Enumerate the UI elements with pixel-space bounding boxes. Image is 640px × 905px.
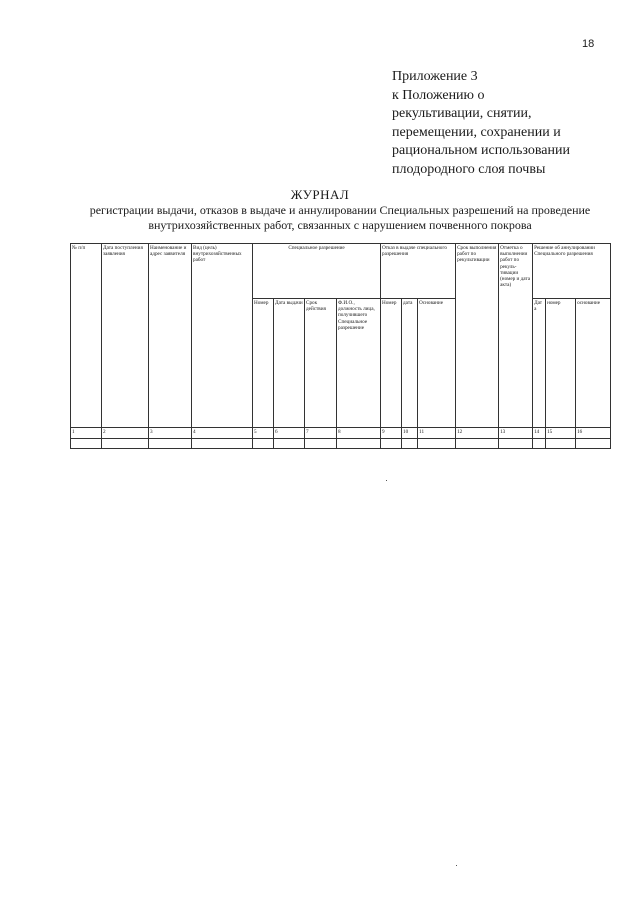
header-receipt-date: Дата поступления заявления <box>102 244 149 428</box>
scan-speck <box>386 480 387 481</box>
column-number: 6 <box>274 428 305 439</box>
subheader-refusal-date: дата <box>402 299 418 428</box>
header-refusal: Отказ в выдаче специального разрешения <box>381 244 456 299</box>
data-cell <box>402 439 418 449</box>
data-cell <box>192 439 253 449</box>
header-row <box>71 244 611 299</box>
header-completion-mark: Отметка о выполнении работ по рекуль-тивации (номер и дата акта) <box>499 244 533 428</box>
data-cell <box>274 439 305 449</box>
column-number: 2 <box>102 428 149 439</box>
subtitle-line: регистрации выдачи, отказов в выдаче и аннулировании Специальных разрешений на проведение <box>89 203 591 217</box>
column-number: 1 <box>71 428 102 439</box>
data-cell <box>418 439 456 449</box>
subheader-recipient: Ф.И.О., должность лица, получившего Специальное разрешение <box>337 299 381 428</box>
header-work-type: Вид (цель) внутрихозяйственных работ <box>192 244 253 428</box>
journal-title: ЖУРНАЛ <box>290 187 350 202</box>
subheader-annul-number: номер <box>546 299 576 428</box>
subheader-validity: Срок действия <box>305 299 337 428</box>
column-number: 10 <box>402 428 418 439</box>
column-number: 7 <box>305 428 337 439</box>
column-number-row <box>71 428 611 439</box>
column-number: 13 <box>499 428 533 439</box>
data-cell <box>149 439 192 449</box>
data-cell <box>546 439 576 449</box>
column-number: 14 <box>533 428 546 439</box>
subheader-refusal-number: Номер <box>381 299 402 428</box>
subheader-permit-number: Номер <box>253 299 274 428</box>
header-annulment: Решение об аннулировании Специального разрешения <box>533 244 611 299</box>
scan-speck <box>456 865 457 866</box>
subheader-refusal-basis: Основание <box>418 299 456 428</box>
appendix-note <box>392 68 612 180</box>
data-cell <box>499 439 533 449</box>
column-number: 11 <box>418 428 456 439</box>
header-num: № п/п <box>71 244 102 428</box>
page-number: 18 <box>582 38 595 50</box>
appendix-line: Приложение 3 <box>392 69 478 84</box>
column-number: 4 <box>192 428 253 439</box>
subtitle-line: внутрихозяйственных работ, связанных с нарушением почвенного покрова <box>148 218 532 232</box>
data-cell <box>456 439 499 449</box>
appendix-line: к Положению о <box>392 87 485 103</box>
subheader-issue-date: Дата выдачи <box>274 299 305 428</box>
column-number: 12 <box>456 428 499 439</box>
header-reclamation-term: Срок выполнения работ по рекультивации <box>456 244 499 428</box>
header-applicant: Наименование и адрес заявителя <box>149 244 192 428</box>
empty-data-row <box>71 439 611 449</box>
journal-subtitle <box>60 203 620 233</box>
appendix-line: рациональном использовании <box>392 143 570 159</box>
data-cell <box>253 439 274 449</box>
subheader-annul-basis: основание <box>576 299 611 428</box>
header-special-permit: Специальное разрешение <box>253 244 381 299</box>
column-number: 8 <box>337 428 381 439</box>
column-number: 15 <box>546 428 576 439</box>
data-cell <box>337 439 381 449</box>
column-number: 16 <box>576 428 611 439</box>
appendix-line: перемещении, сохранении и <box>392 124 561 140</box>
column-number: 9 <box>381 428 402 439</box>
column-number: 3 <box>149 428 192 439</box>
appendix-line: плодородного слоя почвы <box>392 161 546 177</box>
registry-table <box>70 243 611 449</box>
data-cell <box>71 439 102 449</box>
data-cell <box>381 439 402 449</box>
data-cell <box>102 439 149 449</box>
data-cell <box>533 439 546 449</box>
data-cell <box>576 439 611 449</box>
data-cell <box>305 439 337 449</box>
column-number: 5 <box>253 428 274 439</box>
appendix-line: рекультивации, снятии, <box>392 106 532 122</box>
subheader-annul-date: Дата <box>533 299 546 428</box>
